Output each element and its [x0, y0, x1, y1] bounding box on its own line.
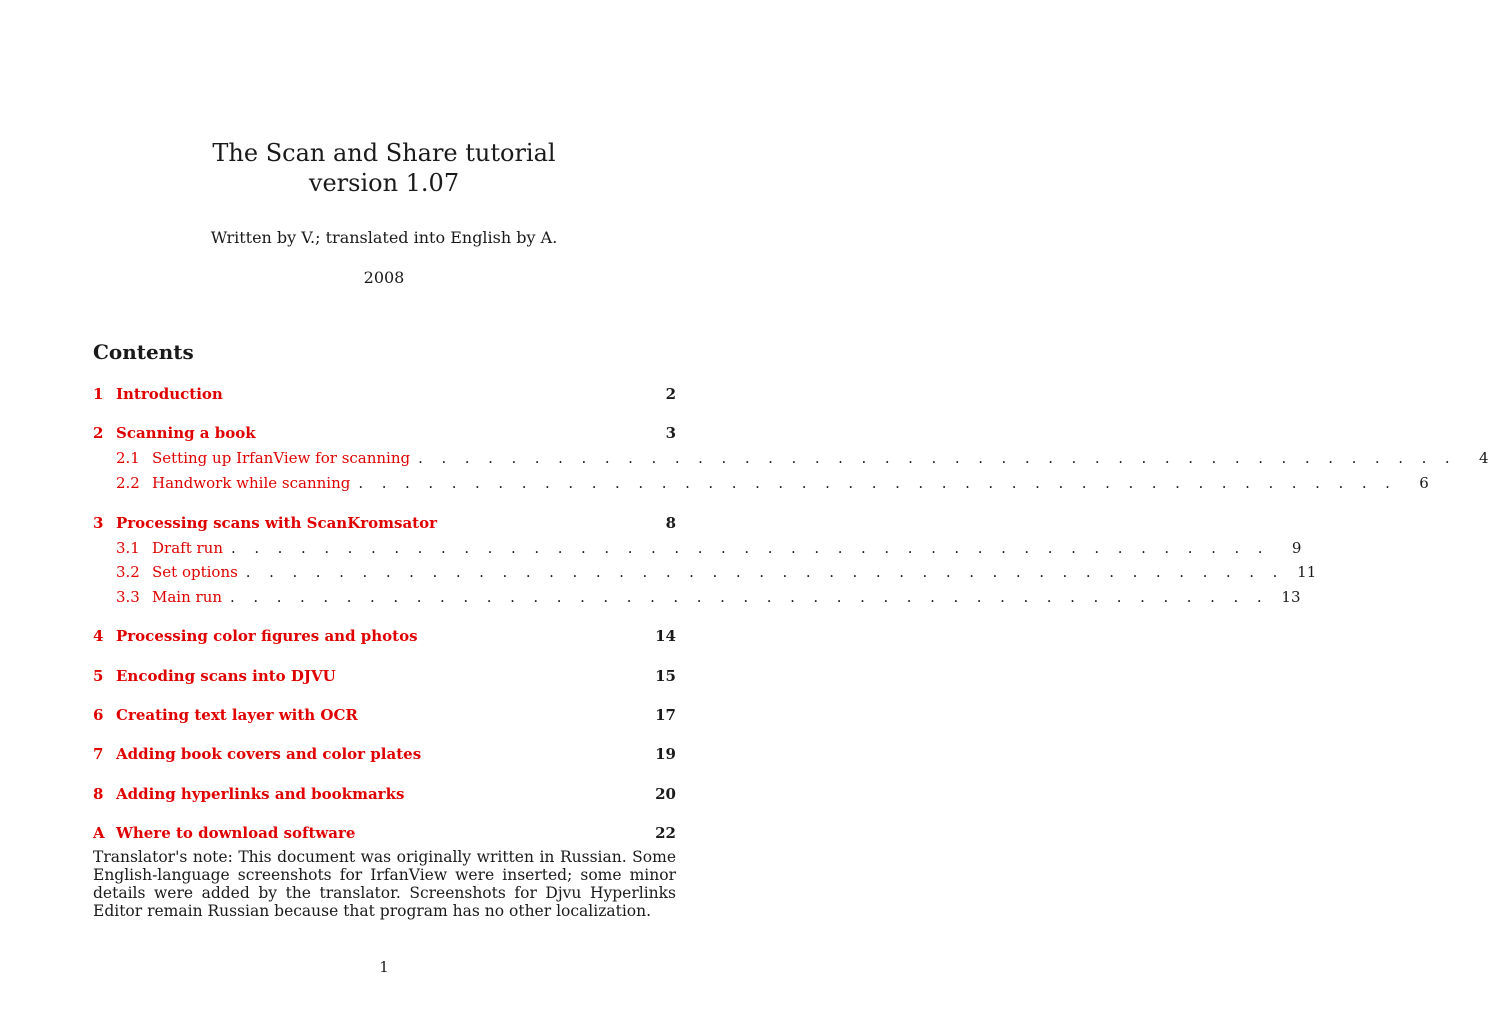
toc-entry-page: 15 — [655, 667, 676, 685]
toc-entry-link[interactable]: Handwork while scanning — [152, 474, 351, 492]
toc-entry-page: 17 — [655, 706, 676, 724]
toc-entry-number: A — [93, 824, 105, 842]
toc-entry-download-software[interactable] — [93, 822, 676, 844]
toc-leader-dots: . . . . . . . . . . . . . . . . . . . . . . . . . . . . . . . . . . . . . . . . . . . . . — [245, 563, 1285, 581]
toc-entry-link[interactable]: Draft run — [152, 539, 223, 557]
toc-entry-handwork-while-scanning[interactable] — [116, 472, 1429, 494]
toc-entry-text-layer-ocr[interactable] — [93, 704, 676, 726]
toc-entry-number: 8 — [93, 785, 104, 803]
toc-leader-dots: . . . . . . . . . . . . . . . . . . . . . . . . . . . . . . . . . . . . . . . . . . . . . — [358, 474, 1397, 492]
toc-entry-number: 4 — [93, 627, 104, 645]
toc-entry-number: 7 — [93, 745, 104, 763]
toc-entry-link[interactable]: Where to download software — [116, 824, 356, 842]
toc-entry-main-run[interactable] — [116, 586, 1301, 608]
contents-heading: Contents — [93, 340, 194, 364]
document-version: version 1.07 — [308, 169, 460, 197]
toc-leader-dots: . . . . . . . . . . . . . . . . . . . . . . . . . . . . . . . . . . . . . . . . . . . . . — [230, 539, 1270, 557]
toc-entry-draft-run[interactable] — [116, 537, 1302, 559]
toc-entry-link[interactable]: Scanning a book — [116, 424, 256, 442]
toc-entry-number: 3.3 — [116, 588, 140, 606]
toc-entry-page: 11 — [1297, 563, 1317, 581]
toc-entry-page: 3 — [665, 424, 676, 442]
toc-entry-number: 1 — [93, 385, 104, 403]
toc-entry-link[interactable]: Main run — [152, 588, 223, 606]
toc-entry-number: 2.2 — [116, 474, 140, 492]
toc-entry-color-figures[interactable] — [93, 625, 676, 647]
toc-entry-link[interactable]: Setting up IrfanView for scanning — [152, 449, 411, 467]
toc-entry-link[interactable]: Adding hyperlinks and bookmarks — [116, 785, 405, 803]
toc-entry-number: 2 — [93, 424, 104, 442]
translator-note: Translator's note: This document was originally written in Russian. Some English-language screenshots for IrfanView were inserted; some minor details were added by the translator. Screenshots for Djvu Hyperlinks Editor remain Russian because that program has no other localization. — [93, 848, 676, 920]
toc-entry-link[interactable]: Encoding scans into DJVU — [116, 667, 336, 685]
toc-entry-link[interactable]: Set options — [152, 563, 238, 581]
toc-entry-link[interactable]: Creating text layer with OCR — [116, 706, 358, 724]
authors-line: Written by V.; translated into English by A. — [210, 228, 558, 247]
toc-entry-page: 19 — [655, 745, 676, 763]
toc-entry-number: 3.1 — [116, 539, 140, 557]
toc-entry-setting-up-irfanview[interactable] — [116, 447, 1489, 469]
toc-entry-number: 3.2 — [116, 563, 140, 581]
toc-entry-link[interactable]: Processing color figures and photos — [116, 627, 418, 645]
toc-entry-number: 5 — [93, 667, 104, 685]
toc-entry-hyperlinks-bookmarks[interactable] — [93, 783, 676, 805]
toc-entry-page: 22 — [655, 824, 676, 842]
toc-entry-page: 9 — [1291, 539, 1302, 557]
toc-entry-page: 6 — [1419, 474, 1429, 492]
page-number: 1 — [379, 958, 389, 976]
toc-entry-page: 8 — [665, 514, 676, 532]
year: 2008 — [363, 268, 405, 287]
toc-entry-book-covers[interactable] — [93, 743, 676, 765]
toc-entry-page: 14 — [655, 627, 676, 645]
toc-entry-scanning-a-book[interactable] — [93, 422, 676, 444]
toc-entry-number: 3 — [93, 514, 104, 532]
toc-entry-page: 4 — [1479, 449, 1489, 467]
toc-entry-link[interactable]: Processing scans with ScanKromsator — [116, 514, 438, 532]
toc-entry-page: 2 — [665, 385, 676, 403]
toc-entry-link[interactable]: Introduction — [116, 385, 223, 403]
document-title: The Scan and Share tutorial — [212, 139, 556, 167]
toc-entry-number: 6 — [93, 706, 104, 724]
toc-entry-set-options[interactable] — [116, 561, 1317, 583]
toc-entry-introduction[interactable] — [93, 383, 676, 405]
toc-entry-page: 13 — [1281, 588, 1301, 606]
toc-entry-processing-scans[interactable] — [93, 512, 676, 534]
toc-entry-number: 2.1 — [116, 449, 140, 467]
toc-leader-dots: . . . . . . . . . . . . . . . . . . . . . . . . . . . . . . . . . . . . . . . . . . . . . — [418, 449, 1457, 467]
toc-entry-link[interactable]: Adding book covers and color plates — [116, 745, 422, 763]
toc-leader-dots: . . . . . . . . . . . . . . . . . . . . . . . . . . . . . . . . . . . . . . . . . . . . . — [230, 588, 1269, 606]
toc-entry-encoding-djvu[interactable] — [93, 665, 676, 687]
toc-entry-page: 20 — [655, 785, 676, 803]
